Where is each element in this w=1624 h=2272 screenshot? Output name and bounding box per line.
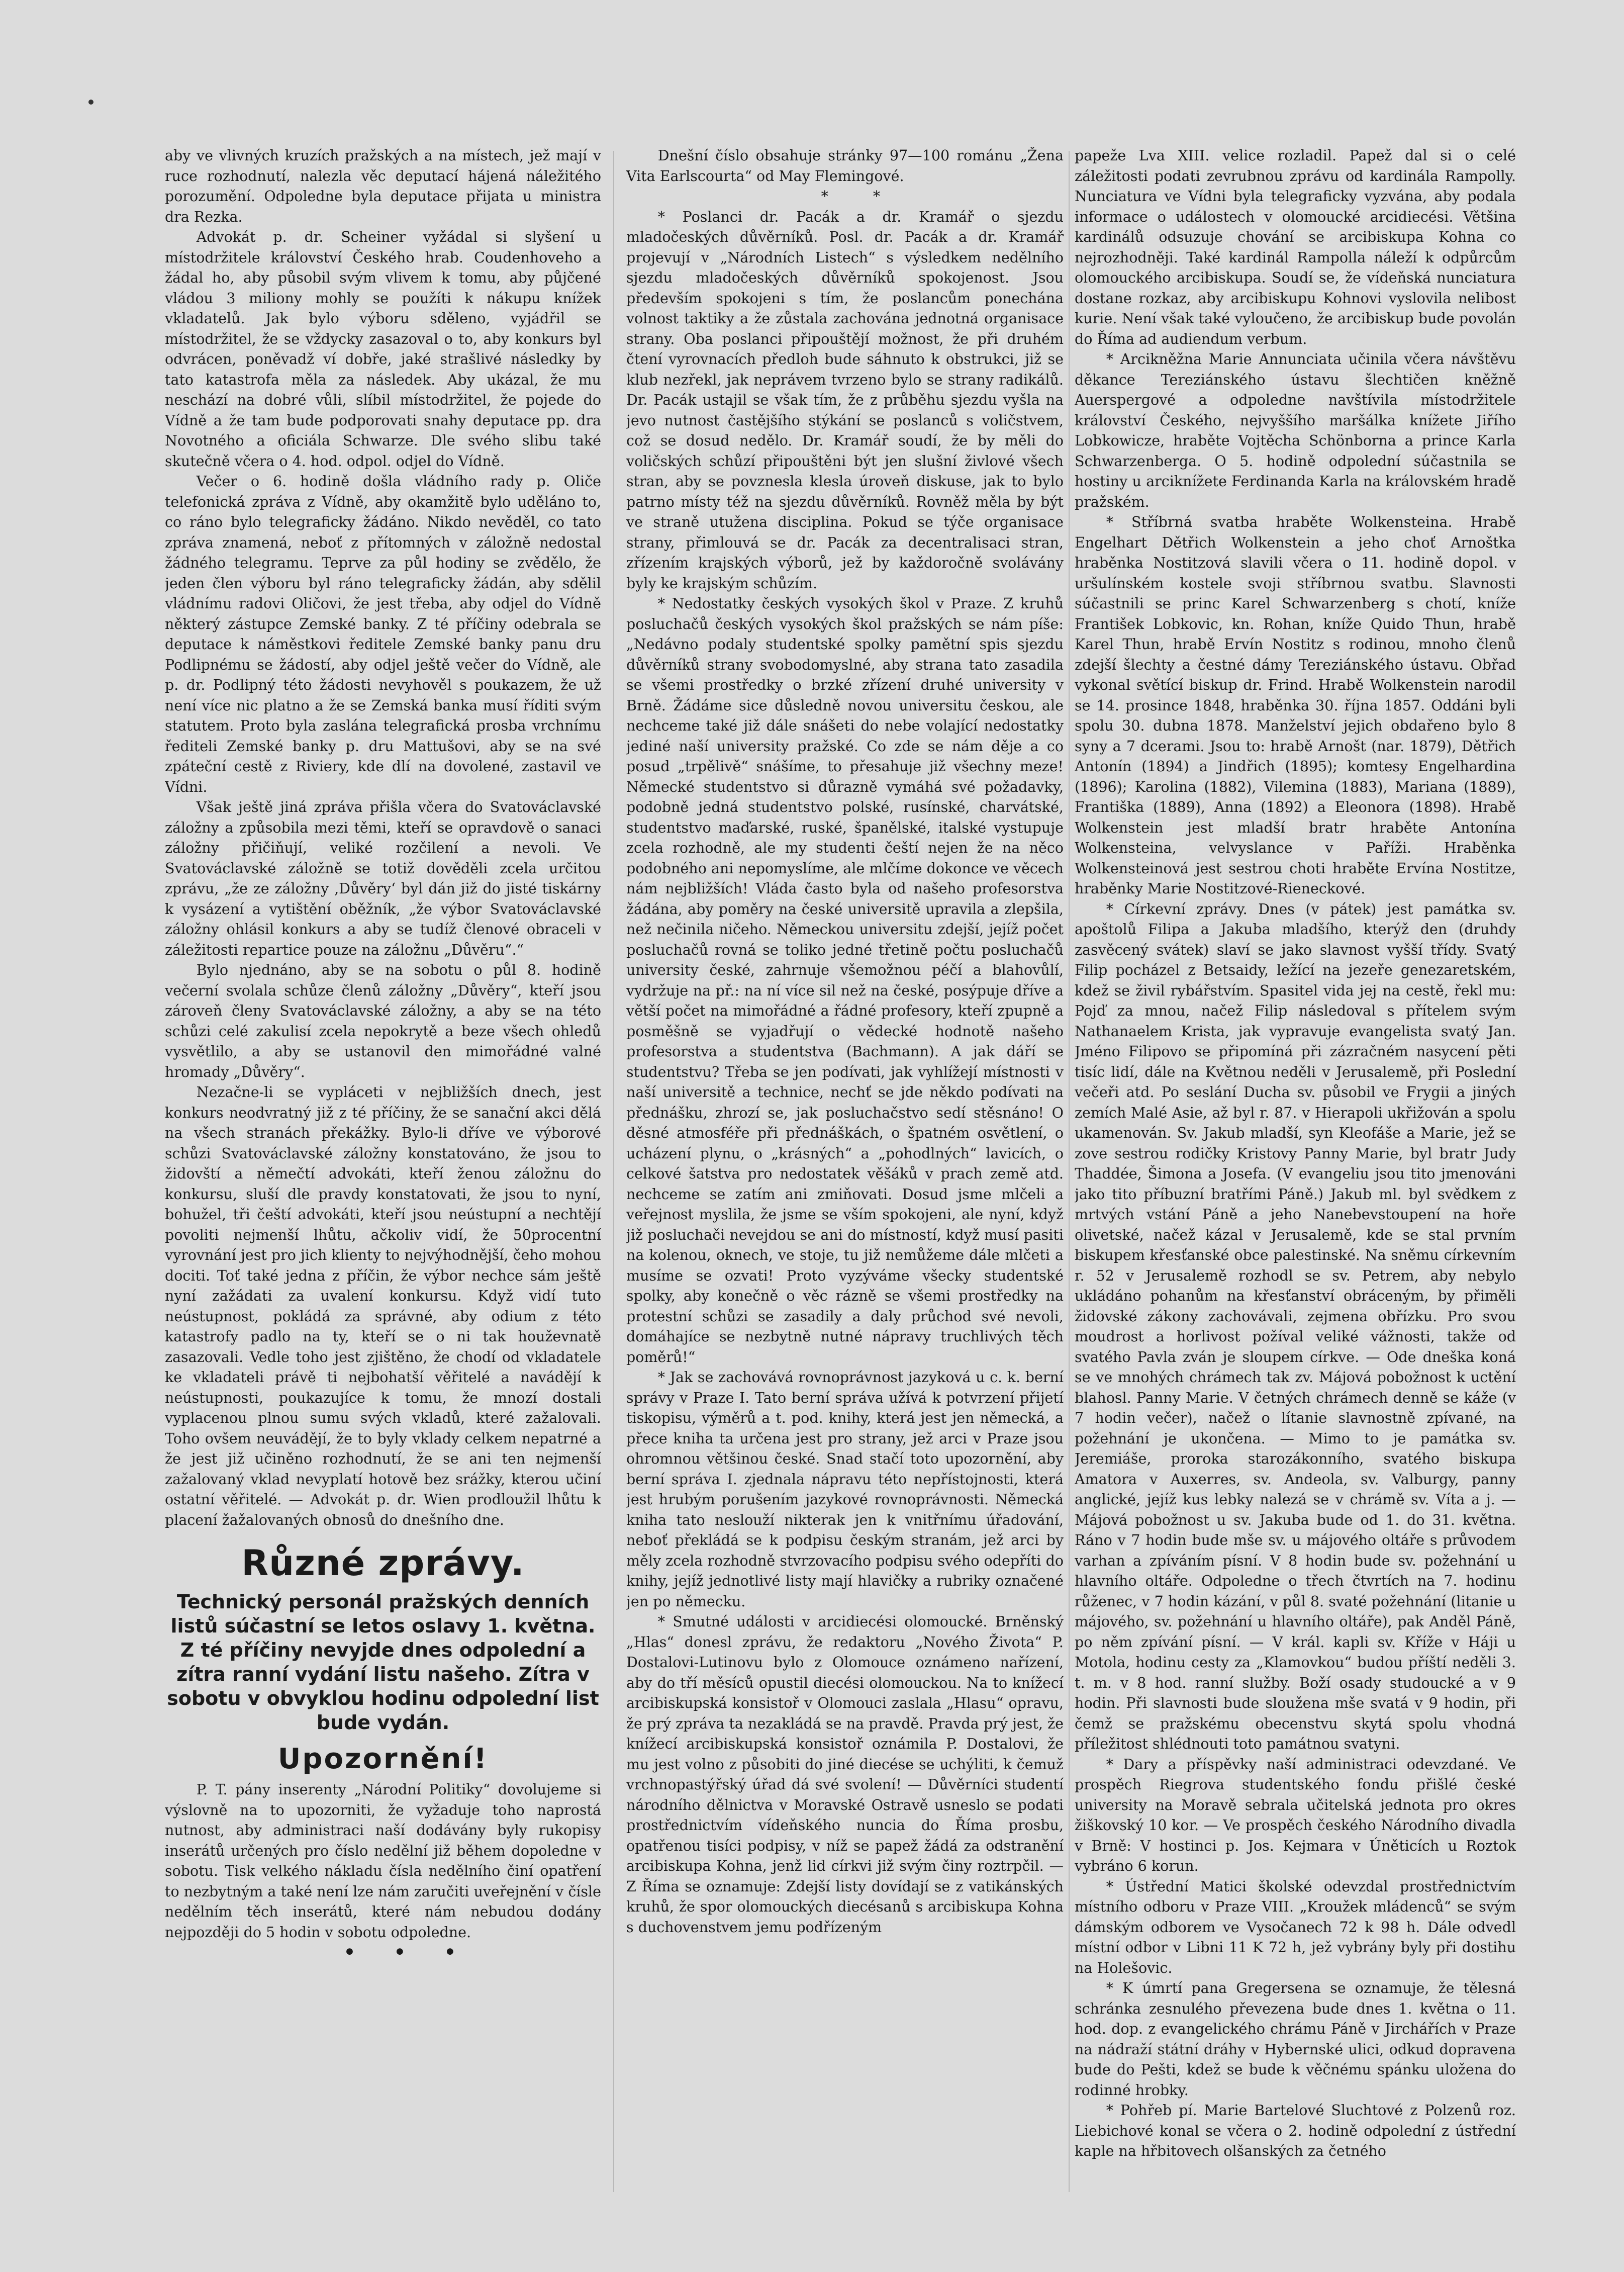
- column-right: [1075, 146, 1516, 2197]
- article-text: * Pohřeb pí. Marie Bartelové Sluchtové z Polzenů roz. Liebichové konal se včera o 2. hodině odpolední z ústřední kaple na hřbitovech olšanských za četného: [1075, 2102, 1516, 2159]
- article-text: * Dary a příspěvky naší administraci odevzdané. Ve prospěch Riegrova studentského fondu přišlé české university na Moravě sebrala učitelská jednota pro okres žiškovský 10 kor. — Ve prospěch českého Národního divadla v Brně: V hostinci p. Jos. Kejmara v Úněticích u Roztok vybráno 6 korun.: [1075, 1756, 1516, 1874]
- article-text: * Poslanci dr. Pacák a dr. Kramář o sjezdu mladočeských důvěrníků. Posl. dr. Pacák a dr. Kramář projevují v „Národních Listech“ s výsledkem nedělního sjezdu mladočeských důvěrníků spokojenost. Jsou především spokojeni s tím, že poslancům ponechána volnost taktiky a že zůstala zachována jednotná organisace strany. Oba poslanci připouštějí možnost, že při druhém čtení vyrovnacích předloh bude sáhnuto k obstrukci, již se klub nezřekl, jak neprávem tvrzeno bylo se strany radikálů. Dr. Pacák ustajil se však tím, že z průběhu sjezdu vyšla na jevo nutnost častějšího stýkání se poslanců s voličstvem, což se dosud nedělo. Dr. Kramář soudí, že by měli do voličských schůzí připouštěni být jen slušní živlové všech stran, aby se povznesla klesla úroveň diskuse, jak to bylo patrno místy též na sjezdu důvěrníků. Rovněž měla by být ve straně utužena disciplina. Pokud se týče organisace strany, přimlouvá se dr. Pacák za decentralisaci stran, zřízením krajských výborů, jež by každoročně svolávány byly ke krajským schůzím.: [626, 208, 1064, 592]
- stars-separator: * *: [821, 188, 901, 205]
- notice-heading: Upozornění!: [277, 1743, 489, 1775]
- article-text: * Stříbrná svatba hraběte Wolkensteina. Hrabě Engelhart Dětřich Wolkenstein a jeho choť Arnoštka hraběnka Nostitzová slavili včera o 11. hodině dopol. v uršulínském kostele svoji stříbrnou svatbu. Slavnosti súčastnili se princ Karel Schwarzenberg s chotí, kníže František Lobkovic, kn. Rohan, kníže Quido Thun, hrabě Karel Thun, hrabě Ervín Nostitz s rodinou, mnoho členů zdejší šlechty a čestné dámy Tereziánského ústavu. Obřad vykonal světící biskup dr. Frind. Hrabě Wolkenstein narodil se 14. prosince 1848, hraběnka 30. října 1857. Oddáni byli spolu 30. dubna 1878. Manželství jejich obdařeno bylo 8 syny a 7 dcerami. Jsou to: hrabě Arnošt (nar. 1879), Dětřich Antonín (1894) a Jindřich (1895); komtesy Engelhardina (1896); Karolina (1882), Vilemina (1883), Mariana (1889), Františka (1889), Anna (1892) a Eleonora (1898). Hrabě Wolkenstein jest mladší bratr hraběte Antonína Wolkensteina, velvyslance v Paříži. Hraběnka Wolkensteinová jest sestrou choti hraběte Ervína Nostitze, hraběnky Marie Nostitzové-Rieneckové.: [1075, 514, 1516, 897]
- column-middle: [626, 146, 1064, 2197]
- article-text: Dnešní číslo obsahuje stránky 97—100 románu „Žena Vita Earlscourta“ od May Flemingové.: [626, 147, 1064, 185]
- article-text: * Arcikněžna Marie Annunciata učinila včera návštěvu děkance Tereziánského ústavu šlechtičen kněžně Auerspergové a odpoledne navštívila místodržitele království Českého, nejvyššího maršálka knížete Jiřího Lobkowicze, hraběte Vojtěcha Schönborna a prince Karla Schwarzenberga. O 5. hodině odpolední súčastnila se hostiny u arciknížete Ferdinanda Karla na královském hradě pražském.: [1075, 351, 1516, 510]
- article-text: Advokát p. dr. Scheiner vyžádal si slyšení u místodržitele království Českého hrab. Coudenhoveho a žádal ho, aby působil svým vlivem k tomu, aby půjčené vládou 3 miliony mohly se použíti k nákupu knížek vkladatelů. Jak bylo výboru sděleno, vyjádřil se místodržitel, že se vždycky zasazoval o to, aby konkurs byl odvrácen, poněvadž ví dobře, jaké strašlivé následky by tato katastrofa měla za následek. Aby ukázal, že mu neschází na dobré vůli, slíbil místodržitel, že pojede do Vídně a že tam bude podporovati snahy deputace pp. dra Novotného a oficiála Schwarze. Dle svého slibu také skutečně včera o 4. hod. odpol. odjel do Vídně.: [165, 229, 601, 470]
- article-text: * Ústřední Matici školské odevzdal prostřednictvím místního odboru v Praze VIII. „Kroužek mládenců“ se svým dámským odborem ve Vysočanech 72 k 98 h. Dále odvedl místní odbor v Libni 11 K 72 h, jež vybrány byly při dostihu na Holešovic.: [1075, 1878, 1516, 1976]
- column-left: [165, 146, 601, 2197]
- article-text: * Církevní zprávy. Dnes (v pátek) jest památka sv. apoštolů Filipa a Jakuba mladšího, kterýž den (druhdy zasvěcený svátek) slaví se jako slavnost vyšší třídy. Svatý Filip pocházel z Betsaidy, ležící na jezeře genezaretském, kdež se živil rybářstvím. Spasitel vida jej na cestě, řekl mu: Pojď za mnou, načež Filip následoval s přítelem svým Nathanaelem Krista, jak vypravuje evangelista svatý Jan. Jméno Filipovo se připomíná při zázračném nasycení pěti tisíc lidí, dále na Květnou neděli v Jerusalemě, při Poslední večeři atd. Po seslání Ducha sv. působil ve Frygii a jiných zemích Malé Asie, až byl r. 87. v Hierapoli ukřižován a spolu ukamenován. Sv. Jakub mladší, syn Kleofáše a Marie, jež se zove sestrou rodičky Kristovy Panny Marie, byl bratr Judy Thaddée, Šimona a Josefa. (V evangeliu jsou tito jmenováni jako tito příbuzní bratřími Páně.) Jakub ml. byl svědkem z mrtvých vstání Páně a jeho Nanebevstoupení na hoře olivetské, načež kázal v Jerusalemě, kde se stal prvním biskupem křesťanské obce palestinské. Na sněmu církevním r. 52 v Jerusalemě rozhodl se sv. Petrem, aby nebylo ukládáno pohanům na křesťanství obráceným, by přiměli židovské zákony zachovávali, zejmena obřízku. Pro svou moudrost a horlivost požíval veliké vážnosti, takže od svatého Pavla zván je sloupem církve. — Ode dneška koná se ve mnohých chrámech tak zv. Májová pobožnost k uctění blahosl. Panny Marie. V četných chrámech denně se káže (v 7 hodin večer), načež o lítanie slavnostně zpívané, na požehnání je ukončena. — Mimo to je památka sv. Jeremiáše, proroka starozákonního, svatého biskupa Amatora v Auxerres, sv. Andeola, sv. Valburgy, panny anglické, jejíž kus lebky nalezá se v chrámě sv. Víta a j. — Májová pobožnost u sv. Jakuba bude od 1. do 31. května. Ráno v 7 hodin bude mše sv. u májového oltáře s průvodem varhan a zpíváním písní. V 8 hodin bude sv. požehnání u hlavního oltáře. Odpoledne o třech čtvrtích na 7. hodinu růženec, v 7 hodin kázání, v půl 8. svaté požehnání (litanie u májového, sv. požehnání u hlavního oltáře), pak Anděl Páně, po něm zpívání písní. — V král. kapli sv. Kříže v Háji u Motola, hodinu cesty za „Klamovkou“ budou příští neděli 3. t. m. v 8 hod. ranní služby. Boží osady studoucké a v 9 hodin. Při slavnosti bude sloužena mše svatá v 9 hodin, při čemž se pražskému obecenstvu skytá spolu vhodná příležitost shlédnouti toto památnou svatyni.: [1075, 900, 1516, 1752]
- article-text: * Smutné události v arcidiecési olomoucké. Brněnský „Hlas“ donesl zprávu, že redaktoru „Nového Života“ P. Dostalovi-Lutinovu bylo z Olomouce oznámeno nařízení, aby do tří měsíců opustil diecési olomouckou. Na to knížecí arcibiskupská konsistoř v Olomouci zaslala „Hlasu“ opravu, že prý zpráva ta nezakládá se na pravdě. Pravda prý jest, že knížecí arcibiskupská konsistoř oznámila P. Dostalovi, že mu jest volno z působiti do jiné diecése se uchýliti, k čemuž vrchnopastýřský úřad dá své svolení! — Důvěrníci studentí národního dělnictva v Moravské Ostravě usneslo se podati prostřednictvím vídeňského nuncia do Říma prosbu, opatřenou tisíci podpisy, v níž se papež žádá za odstranění arcibiskupa Kohna, jenž lid církvi již svým činy roztrpčil. — Z Říma se oznamuje: Zdejší listy dovídají se z vatikánských kruhů, že spor olomouckých diecésanů s arcibiskupa Kohna s duchovenstvem jemu podřízeným: [626, 1613, 1064, 1936]
- column-rule-left: [613, 151, 614, 2192]
- article-text: * K úmrtí pana Gregersena se oznamuje, že tělesná schránka zesnulého převezena bude dnes 1. května o 11. hod. dop. z evangelického chrámu Páně v Jirchářích v Praze na nádraží státní dráhy v Hybernské ulici, odkud dopravena bude do Pešti, kdež se bude k věčnému spánku uložena do rodinné hrobky.: [1075, 1980, 1516, 2099]
- section-heading: Různé zprávy.: [241, 1542, 525, 1584]
- article-text: Nezačne-li se vypláceti v nejbližších dnech, jest konkurs neodvratný již z té příčiny, že se sanační akci dělá na všech stranách překážky. Bylo-li dříve ve výborové schůzi Svatováclavské záložny konstatováno, že jsou to židovští a němečtí advokáti, kteří ženou záložnu do konkursu, sluší dle pravdy konstatovati, že jsou to nyní, bohužel, tři čeští advokáti, kteří jsou neústupní a nechtějí povoliti nejmenší lhůtu, ačkoliv vidí, že 50procentní vyrovnání jest pro jich klienty to nejvýhodnější, čeho mohou dociti. Toť také jedna z příčin, že výbor nechce sám ještě nyní zažádati za uvalení konkursu. Když vidí tuto neústupnost, pokládá za správné, aby odium z této katastrofy padlo na ty, kteří se o ni tak houževnatě zasazovali. Vedle toho jest zjištěno, že chodí od vkladatele ke vkladateli právě ti nejbohatší věřitelé a navádějí k neústupnosti, poukazujíce k tomu, že mnozí dostali vyplacenou plnou sumu svých vkladů, které zažalovali. Toho ovšem neuvádějí, že to byly vklady celkem nepatrné a že jest již učiněno rozhodnutí, že se ani ten nejmenší zažalovaný vklad nevyplatí hotově bez srážky, kterou učiní ostatní věřitelé. — Advokát p. dr. Wien prodloužil lhůtu k placení žažalovaných obnosů do dnešního dne.: [165, 1084, 601, 1528]
- article-text: Však ještě jiná zpráva přišla včera do Svatováclavské záložny a způsobila mezi těmi, kteří se opravdově o sanaci záložny přičiňují, veliké rozčilení a nevoli. Ve Svatováclavské záložně se totiž dověděli zcela určitou zprávu, „že ze záložny ‚Důvěry‘ byl dán již do jisté tiskárny k vysázení a vytištění oběžník, „že výbor Svatováclavské záložny ohlásil konkurs a aby se tudíž členové obraceli v záležitosti repartice pouze na záložnu „Důvěru“.“: [165, 799, 601, 958]
- column-rule-right: [1069, 151, 1070, 2192]
- page-speck: [88, 100, 93, 105]
- article-text: papeže Lva XIII. velice rozladil. Papež dal si o celé záležitosti podati zevrubnou zprávu od kardinála Rampolly. Nunciatura ve Vídni byla telegraficky vyzvána, aby podala informace o událostech v olomoucké arcidiecési. Většina kardinálů odsuzuje chování se arcibiskupa Kohna co nejrozhodněji. Také kardinál Rampolla náleží k odpůrcům olomouckého arcibiskupa. Soudí se, že vídeňská nunciatura dostane rozkaz, aby arcibiskupu Kohnovi vyslovila nelibost kurie. Není však také vyloučeno, že arcibiskup bude povolán do Říma ad audiendum verbum.: [1075, 147, 1516, 347]
- article-text: Večer o 6. hodině došla vládního rady p. Oliče telefonická zpráva z Vídně, aby okamžitě bylo uděláno to, co ráno bylo telegraficky žádáno. Nikdo nevěděl, co tato zpráva znamená, neboť z přítomných v záložně nedostal žádného telegramu. Teprve za půl hodiny se zvědělo, že jeden člen výboru byl ráno telegraficky žádán, aby sdělil vládnímu radovi Oličovi, že jest třeba, aby odjel do Vídně některý zástupce Zemské banky. Z té příčiny odebrala se deputace k náměstkovi ředitele Zemské banky panu dru Podlipnému se žádostí, aby odjel ještě večer do Vídně, ale p. dr. Podlipný této žádosti nevyhověl s poukazem, že už není více nic platno a že se Zemská banka musí říditi svým statutem. Proto byla zaslána telegrafická prosba vrchnímu řediteli Zemské banky p. dru Mattušovi, aby se na své zpáteční cestě z Riviery, kde dlí na dovolené, zastavil ve Vídni.: [165, 473, 601, 795]
- article-text: P. T. pány inserenty „Národní Politiky“ dovolujeme si výslovně na to upozorniti, že vyžaduje toho naprostá nutnost, aby administraci naší dodávány byly rukopisy inserátů určených pro číslo nedělní již během dopoledne v sobotu. Tisk velkého nákladu čísla nedělního činí opatření to nezbytným a také není lze nám zaručiti uveřejnění v čísle nedělním těch inserátů, které nám nebudou dodány nejpozději do 5 hodin v sobotu odpoledne.: [165, 1781, 601, 1941]
- dots-ornament: • • •: [343, 1940, 472, 1965]
- article-text: * Jak se zachovává rovnoprávnost jazyková u c. k. berní správy v Praze I. Tato berní správa užívá k potvrzení přijetí tiskopisu, výměrů a t. pod. knihy, která jest jen německá, a přece kniha ta určena jest pro strany, jež arci v Praze jsou ohromnou většinou české. Snad stačí toto upozornění, aby berní správa I. zjednala nápravu této nepřístojnosti, která jest hrubým porušením jazykové rovnoprávnosti. Německá kniha tato neslouží nikterak jen k vnitřnímu úřadování, neboť překládá se k podpisu českým stranám, jež arci by měly zcela rozhodně stvrzovacího podpisu svého odepříti do knihy, jejíž jednotlivé listy mají hlavičky a rubriky označené jen po německu.: [626, 1369, 1064, 1610]
- article-text: aby ve vlivných kruzích pražských a na místech, jež mají v ruce rozhodnutí, nalezla věc deputací hájená náležitého porozumění. Odpoledne byla deputace přijata u ministra dra Rezka.: [165, 147, 601, 225]
- article-text: Bylo njednáno, aby se na sobotu o půl 8. hodině večerní svolala schůze členů záložny „Důvěry“, kteří jsou zároveň členy Svatováclavské záložny, a aby se na této schůzi celé zakulisí zcela nepokrytě a beze všech ohledů vysvětlilo, a aby se ustanovil den mimořádné valné hromady „Důvěry“.: [165, 962, 601, 1080]
- article-text: * Nedostatky českých vysokých škol v Praze. Z kruhů posluchačů českých vysokých škol pražských se nám píše: „Nedávno podaly studentské spolky pamětní spis sjezdu důvěrníků strany svobodomyslné, aby strana tato zasadila se všemi prostředky o brzké zřízení druhé university v Brně. Žádáme sice důsledně novou universitu českou, ale nechceme také již dále snášeti do nebe volající nedostatky jediné naší university pražské. Co zde se nám děje a co posud „trpělivě“ snášíme, to přesahuje již všechny meze! Německé studentstvo si důrazně vymáhá své požadavky, podobně jedná studentstvo polské, rusínské, charvátské, studentstvo maďarské, ruské, španělské, italské vystupuje zcela rozhodně, ale my studenti čeští nejen že na něco podobného ani nepomyslíme, ale mlčíme dokonce ve věcech nám nejbližších! Vláda často byla od našeho profesorstva žádána, aby poměry na české universitě upravila a zlepšila, než nečinila ničeho. Německou universitu zdejší, jejíž počet posluchačů rovná se toliko jedné třetině počtu posluchačů university české, zahrnuje všemožnou péčí a blahovůlí, vydržuje na př.: na ní více sil než na české, posýpuje dříve a větší počet na mimořádné a řádné profesory, kteří zpupně a posměšně se vyjadřují o vědecké hodnotě našeho profesorstva a studentstva (Bachmann). A jak dáří se studentstvu? Třeba se jen podívati, jak vyhlížejí místnosti v naší universitě a technice, nechť se jde někdo podívati na přednášku, zhrozí se, jak posluchačstvo sedí stěsnáno! O děsné atmosféře při přednáškách, o špatném osvětlení, o ucházení plynu, o „krásných“ a „pohodlných“ lavicích, o celkové šatstva pro nedostatek věšáků v prach země atd. nechceme se zatím ani zmiňovati. Dosud jsme mlčeli a veřejnost myslila, že jsme se vším spokojeni, ale nyní, když již posluchači nevejdou se ani do místností, když musí pasiti na kolenou, oknech, ve stoje, tu již nemůžeme dále mlčeti a musíme se ozvati! Proto vyzýváme všecky studentské spolky, aby konečně o věc rázně se všemi prostředky na protestní schůzi se zasadily a daly průchod své nevoli, domáhajíce se nezbytně nutné nápravy truchlivých těch poměrů!“: [626, 595, 1064, 1366]
- bold-notice: Technický personál pražských denních listů súčastní se letos oslavy 1. května. Z té příčiny nevyjde dnes odpolední a zítra ranní vydání listu našeho. Zítra v sobotu v obvyklou hodinu odpolední list bude vydán.: [167, 1591, 599, 1734]
